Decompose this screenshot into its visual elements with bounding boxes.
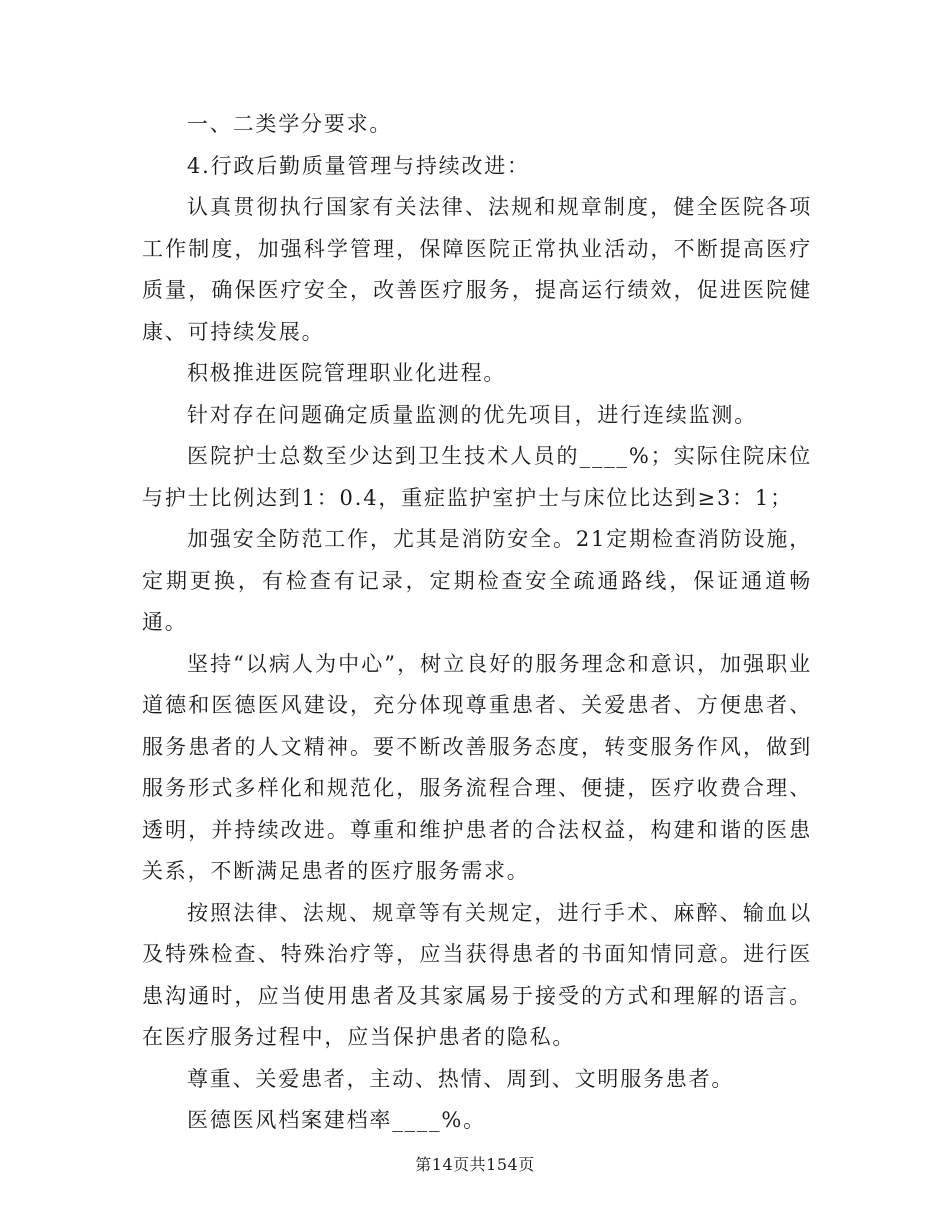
- paragraph-nurse-ratio: 医院护士总数至少达到卫生技术人员的____%；实际住院床位与护士比例达到1：0.4，重症监护室护士与床位比达到≥3：1；: [142, 444, 812, 510]
- paragraph-quality-monitoring: 针对存在问题确定质量监测的优先项目，进行连续监测。: [187, 402, 757, 427]
- page-number-footer: 第14页共154页: [415, 1155, 535, 1174]
- paragraph-informed-consent: 按照法律、法规、规章等有关规定，进行手术、麻醉、输血以及特殊检查、特殊治疗等，应当获得患者的书面知情同意。进行医患沟通时，应当使用患者及其家属易于接受的方式和理解的语言。在医疗服务过程中，应当保护患者的隐私。: [142, 900, 812, 1049]
- document-body: [142, 104, 812, 1142]
- paragraph-ethics-archive-rate: 医德医风档案建档率____%。: [187, 1108, 486, 1132]
- paragraph-requirement-heading: 一、二类学分要求。: [187, 112, 393, 136]
- paragraph-fire-safety: 加强安全防范工作，尤其是消防安全。21定期检查消防设施，定期更换，有检查有记录，定期检查安全疏通路线，保证通道畅通。: [142, 527, 812, 634]
- paragraph-patient-centered: 坚持“以病人为中心”，树立良好的服务理念和意识，加强职业道德和医德医风建设，充分体现尊重患者、关爱患者、方便患者、服务患者的人文精神。要不断改善服务态度，转变服务作风，做到服务形式多样化和规范化，服务流程合理、便捷，医疗收费合理、透明，并持续改进。尊重和维护患者的合法权益，构建和谐的医患关系，不断满足患者的医疗服务需求。: [142, 651, 812, 883]
- paragraph-section-title: 4.行政后勤质量管理与持续改进：: [187, 153, 530, 178]
- paragraph-professionalization: 积极推进医院管理职业化进程。: [187, 361, 507, 385]
- paragraph-respect-patients: 尊重、关爱患者，主动、热情、周到、文明服务患者。: [187, 1066, 735, 1091]
- paragraph-laws-regulations: 认真贯彻执行国家有关法律、法规和规章制度，健全医院各项工作制度，加强科学管理，保障医院正常执业活动，不断提高医疗质量，确保医疗安全，改善医疗服务，提高运行绩效，促进医院健康、可持续发展。: [142, 195, 812, 344]
